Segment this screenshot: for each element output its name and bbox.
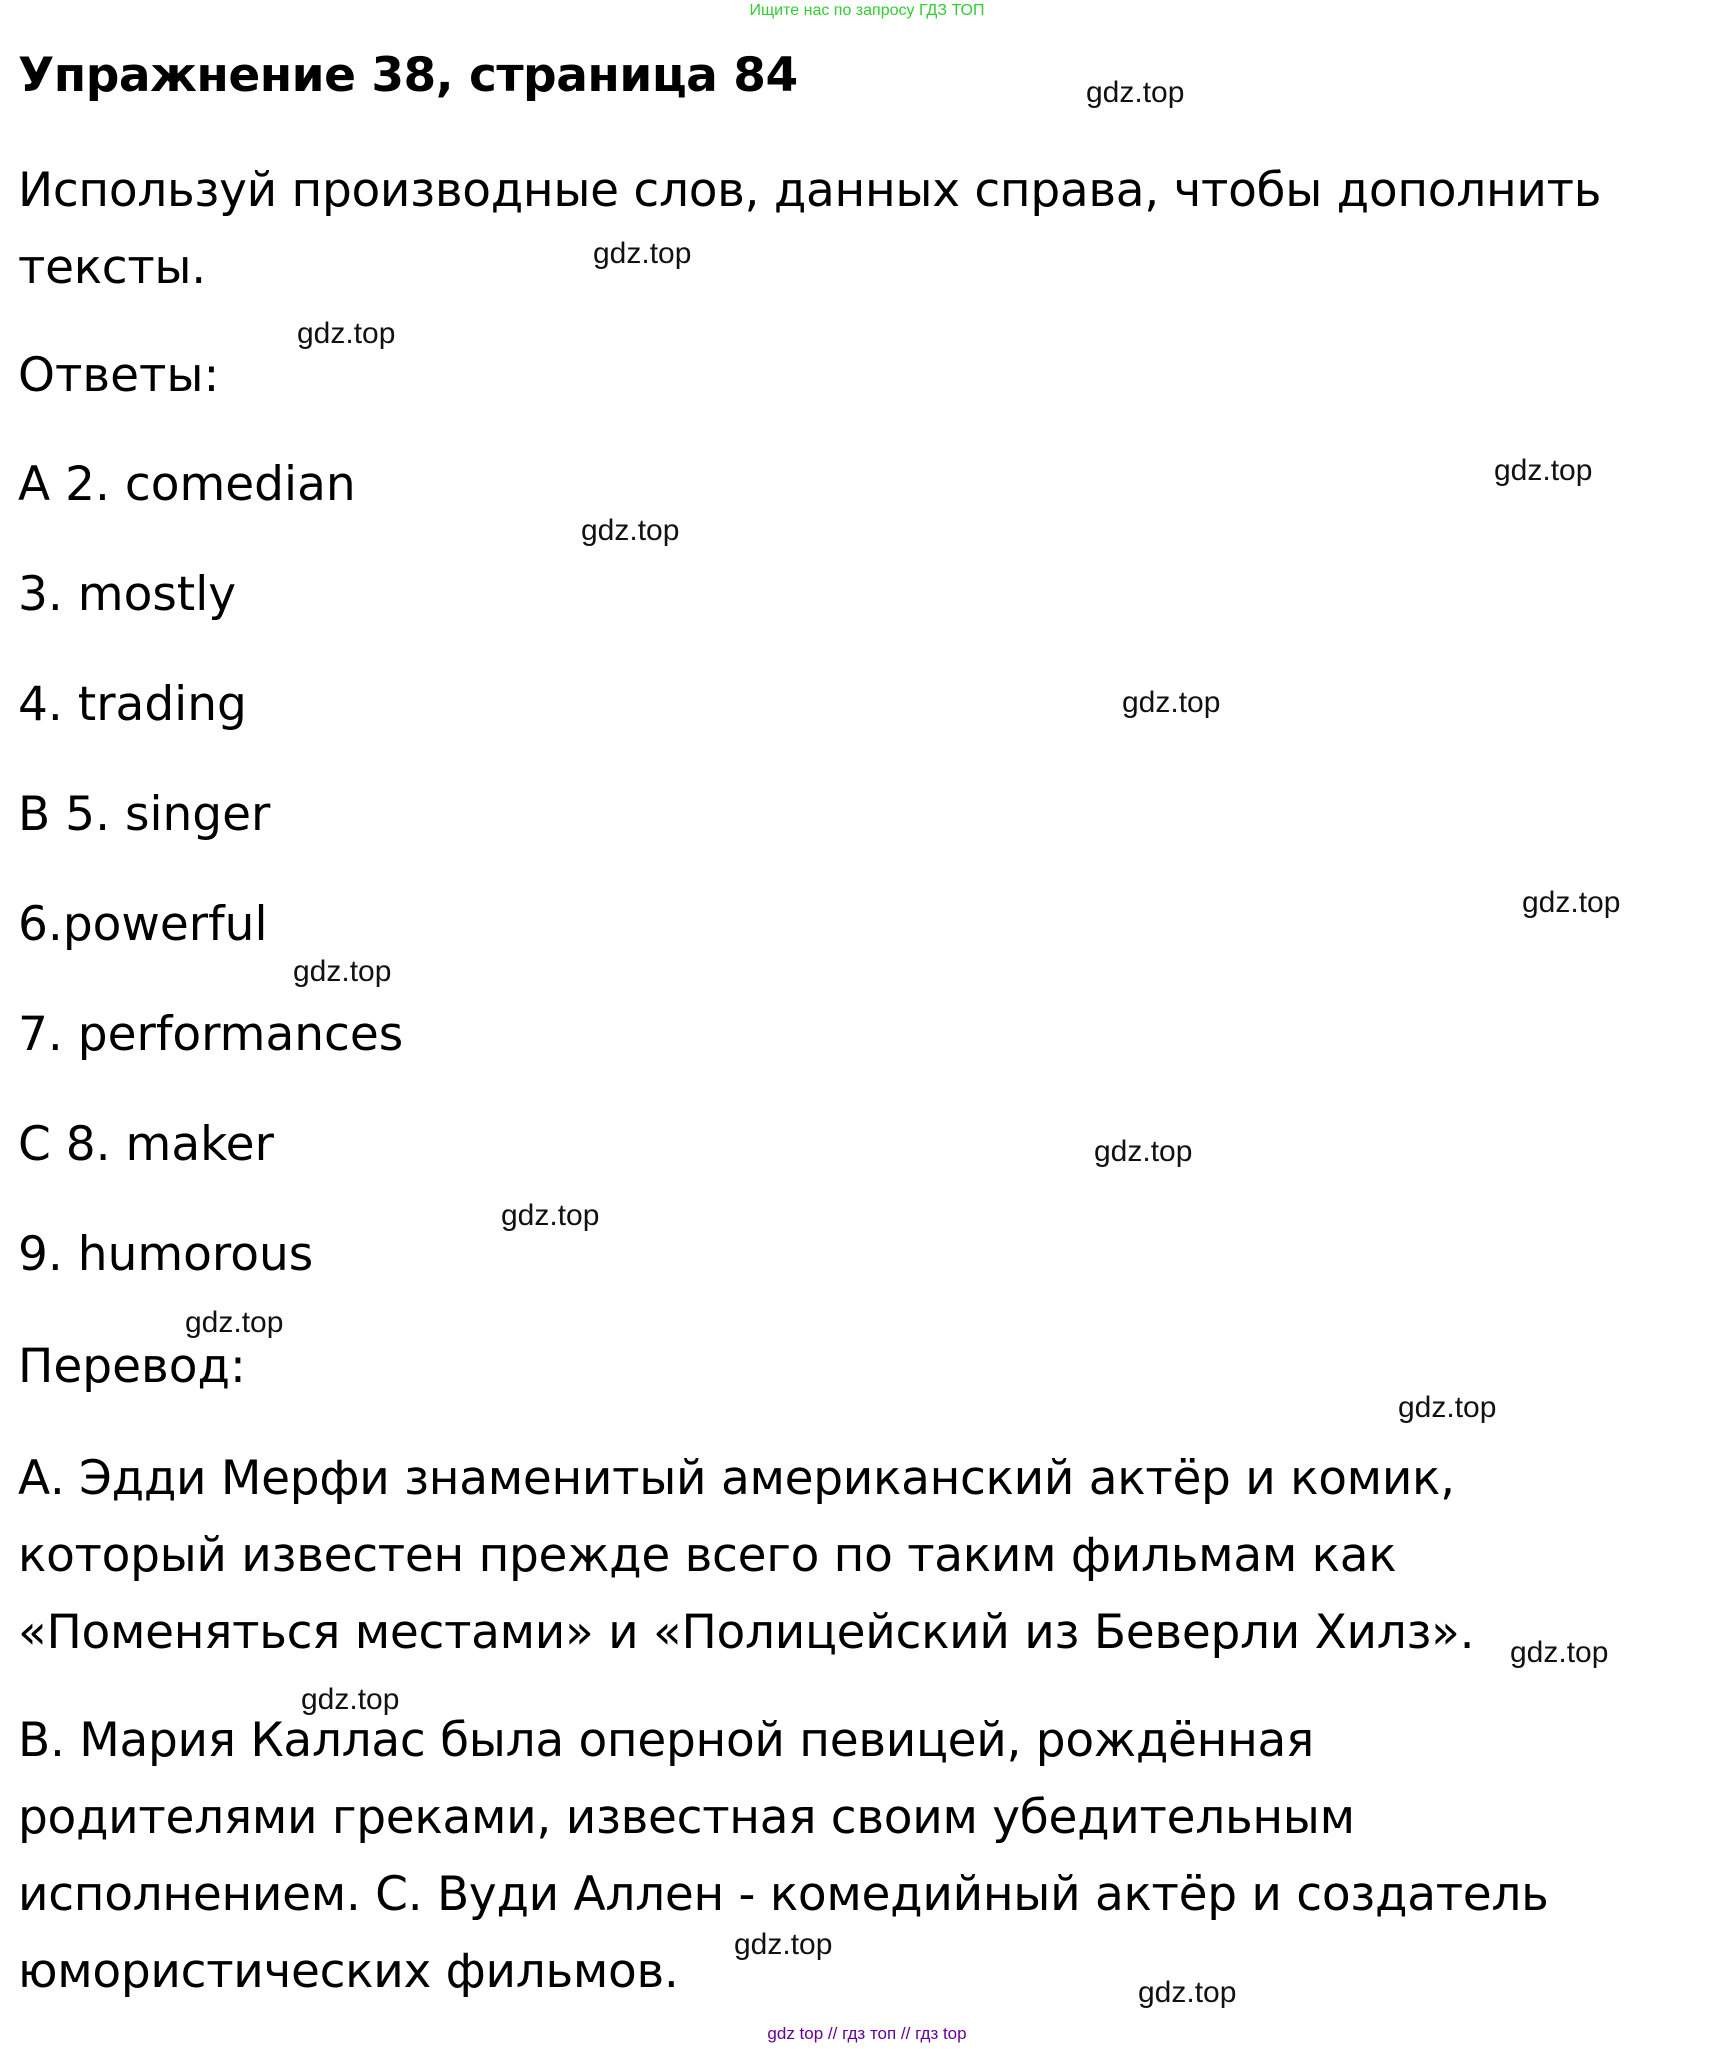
- watermark: gdz.top: [1522, 886, 1621, 919]
- watermark: gdz.top: [297, 317, 396, 350]
- answer-item: B 5. singer: [18, 787, 271, 842]
- answer-item: 3. mostly: [18, 567, 237, 622]
- watermark: gdz.top: [293, 955, 392, 988]
- translation-line: юмористических фильмов.: [18, 1944, 679, 1999]
- translation-line: «Поменяться местами» и «Полицейский из Беверли Хилз».: [18, 1605, 1475, 1660]
- instruction-line: тексты.: [18, 240, 206, 295]
- watermark: gdz.top: [593, 237, 692, 270]
- watermark: gdz.top: [1398, 1391, 1497, 1424]
- page-title: Упражнение 38, страница 84: [18, 48, 798, 103]
- translation-line: А. Эдди Мерфи знаменитый американский актёр и комик,: [18, 1451, 1455, 1506]
- header-note: Ищите нас по запросу ГДЗ ТОП: [749, 2, 985, 19]
- watermark: gdz.top: [301, 1683, 400, 1716]
- translation-line: В. Мария Каллас была оперной певицей, рождённая: [18, 1713, 1314, 1768]
- watermark: gdz.top: [1494, 454, 1593, 487]
- watermark: gdz.top: [734, 1928, 833, 1961]
- translation-paragraph-b: [18, 1702, 1708, 2010]
- watermark: gdz.top: [185, 1306, 284, 1339]
- watermark: gdz.top: [1086, 76, 1185, 109]
- instruction-line: Используй производные слов, данных справа, чтобы дополнить: [18, 163, 1602, 218]
- answer-item: 9. humorous: [18, 1227, 314, 1282]
- answers-label: Ответы:: [18, 348, 220, 403]
- watermark: gdz.top: [1122, 686, 1221, 719]
- translation-line: исполнением. С. Вуди Аллен - комедийный актёр и создатель: [18, 1867, 1549, 1922]
- translation-line: который известен прежде всего по таким фильмам как: [18, 1528, 1397, 1583]
- answer-item: A 2. comedian: [18, 457, 356, 512]
- answer-item: C 8. maker: [18, 1117, 274, 1172]
- footer-note: gdz top // гдз топ // гдз top: [767, 2024, 967, 2043]
- translation-paragraph-a: [18, 1440, 1708, 1671]
- watermark: gdz.top: [1138, 1976, 1237, 2009]
- translation-line: родителями греками, известная своим убедительным: [18, 1790, 1355, 1845]
- watermark: gdz.top: [1094, 1135, 1193, 1168]
- answer-item: 7. performances: [18, 1007, 404, 1062]
- instruction: [18, 152, 1708, 306]
- watermark: gdz.top: [581, 514, 680, 547]
- answer-item: 4. trading: [18, 677, 247, 732]
- watermark: gdz.top: [501, 1199, 600, 1232]
- watermark: gdz.top: [1510, 1636, 1609, 1669]
- answer-item: 6.powerful: [18, 897, 268, 952]
- translation-label: Перевод:: [18, 1339, 246, 1394]
